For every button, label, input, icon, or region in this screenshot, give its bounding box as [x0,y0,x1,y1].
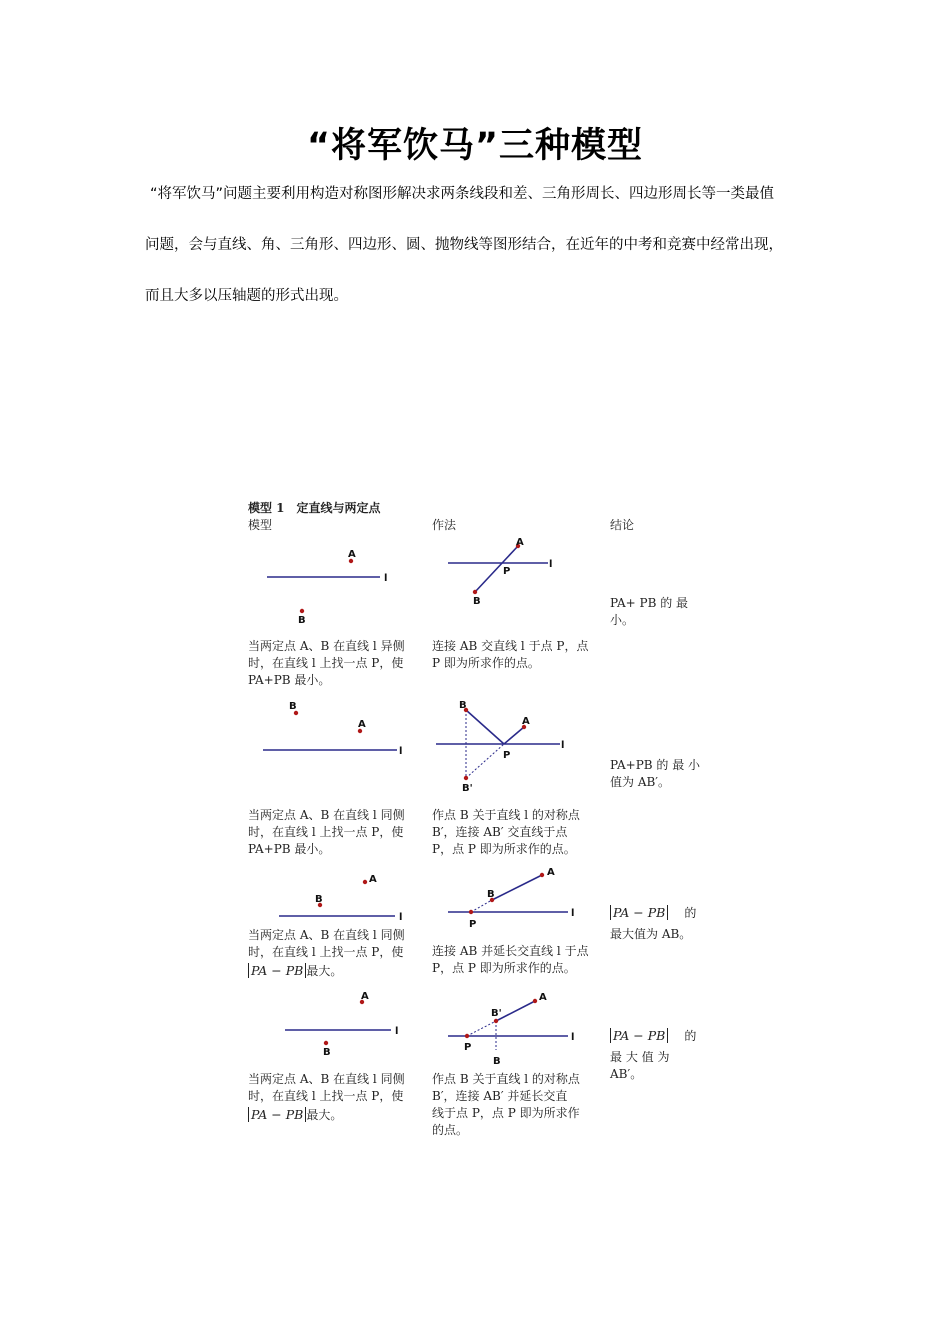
row1-method-diagram [430,537,590,610]
svg-text:l: l [549,559,553,570]
svg-text:A: A [358,719,366,730]
col-header-conclusion: 结论 [610,518,635,532]
row1-desc: PA+PB 最小。 [248,673,331,687]
svg-text:B: B [459,700,467,711]
row2-model-diagram [245,700,415,765]
row2-desc: 时，在直线 l 上找一点 P，使 [248,825,404,839]
svg-text:P: P [464,1042,472,1053]
abs-expression: PA − PB [610,905,668,920]
svg-text:l: l [395,1026,399,1037]
row1-method: P 即为所求作的点。 [432,656,540,670]
row3-desc: 时，在直线 l 上找一点 P，使 [248,945,404,959]
svg-text:A: A [369,874,377,885]
row1-desc: 当两定点 A、B 在直线 l 异侧 [248,639,405,653]
row2-conclusion: 值为 AB′。 [610,775,671,789]
svg-text:B: B [315,894,323,905]
svg-text:l: l [561,740,565,751]
label-a: A [348,549,356,560]
row3-method: 连接 AB 并延长交直线 l 于点 [432,944,589,958]
svg-text:P: P [469,919,477,930]
row2-desc: PA+PB 最小。 [248,842,331,856]
row1-conclusion: 小。 [610,613,635,627]
row4-desc: 时，在直线 l 上找一点 P，使 [248,1089,404,1103]
svg-text:A: A [547,867,555,878]
row2-method-diagram [430,700,600,795]
row2-desc: 当两定点 A、B 在直线 l 同侧 [248,808,405,822]
row4-method-diagram [430,990,600,1070]
row4-desc-formula: PA − PB 最大。 [248,1106,342,1124]
svg-text:P: P [503,750,511,761]
row4-method: B′，连接 AB′ 并延长交直 [432,1089,568,1103]
svg-text:l: l [399,912,403,923]
row4-method: 作点 B 关于直线 l 的对称点 [432,1072,580,1086]
model-figure [245,500,715,1140]
row2-conclusion: PA+PB 的 最 小 [610,758,701,772]
svg-text:B: B [473,596,481,607]
row4-conclusion: AB′。 [610,1067,643,1081]
abs-expression: PA − PB [248,1107,306,1122]
abs-expression: PA − PB [248,963,306,978]
row2-method: P，点 P 即为所求作的点。 [432,842,576,856]
row1-conclusion: PA+ PB 的 最 [610,596,689,610]
row3-desc-formula: PA − PB 最大。 [248,962,342,980]
page-title: “将军饮马”三种模型 [306,126,643,166]
svg-text:A: A [361,991,369,1002]
row3-conclusion: PA − PB 的 [610,904,696,922]
row3-conclusion: 最大值为 AB。 [610,927,692,941]
svg-text:B: B [493,1056,501,1067]
abs-expression: PA − PB [610,1028,668,1043]
row4-model-diagram [245,990,415,1060]
svg-text:l: l [571,908,575,919]
point-b [300,609,304,613]
row3-method: P，点 P 即为所求作的点。 [432,961,576,975]
row3-method-diagram [430,865,600,935]
svg-text:B': B' [491,1008,502,1019]
col-header-method: 作法 [432,518,457,532]
row4-method: 线于点 P，点 P 即为所求作 [432,1106,580,1120]
svg-text:B: B [289,701,297,712]
row2-method: 作点 B 关于直线 l 的对称点 [432,808,580,822]
row1-desc: 时，在直线 l 上找一点 P，使 [248,656,404,670]
row4-conclusion: 最 大 值 为 [610,1050,670,1064]
row4-desc: 当两定点 A、B 在直线 l 同侧 [248,1072,405,1086]
col-header-model: 模型 [248,518,273,532]
intro-line-2: 问题，会与直线、角、三角形、四边形、圆、抛物线等图形结合，在近年的中考和竞赛中经常出现， [145,237,783,253]
row1-model-diagram [245,545,405,630]
label-b: B [298,615,306,626]
row1-method: 连接 AB 交直线 l 于点 P，点 [432,639,589,653]
row4-conclusion: PA − PB 的 [610,1027,696,1045]
svg-text:A: A [522,716,530,727]
intro-line-3: 而且大多以压轴题的形式出现。 [145,288,348,304]
row4-method: 的点。 [432,1123,469,1137]
figure-heading: 模型 1 定直线与两定点 [248,501,381,515]
row2-method: B′，连接 AB′ 交直线于点 [432,825,568,839]
intro-line-1: “将军饮马”问题主要利用构造对称图形解决求两条线段和差、三角形周长、四边形周长等一类最值 [150,186,775,202]
svg-text:l: l [571,1032,575,1043]
row3-desc: 当两定点 A、B 在直线 l 同侧 [248,928,405,942]
svg-text:P: P [503,566,511,577]
svg-text:B: B [487,889,495,900]
svg-text:A: A [516,537,524,548]
label-l: l [384,573,388,584]
svg-text:B: B [323,1047,331,1058]
svg-text:B': B' [462,783,473,794]
row3-model-diagram [245,868,415,923]
svg-text:l: l [399,746,403,757]
svg-text:A: A [539,992,547,1003]
